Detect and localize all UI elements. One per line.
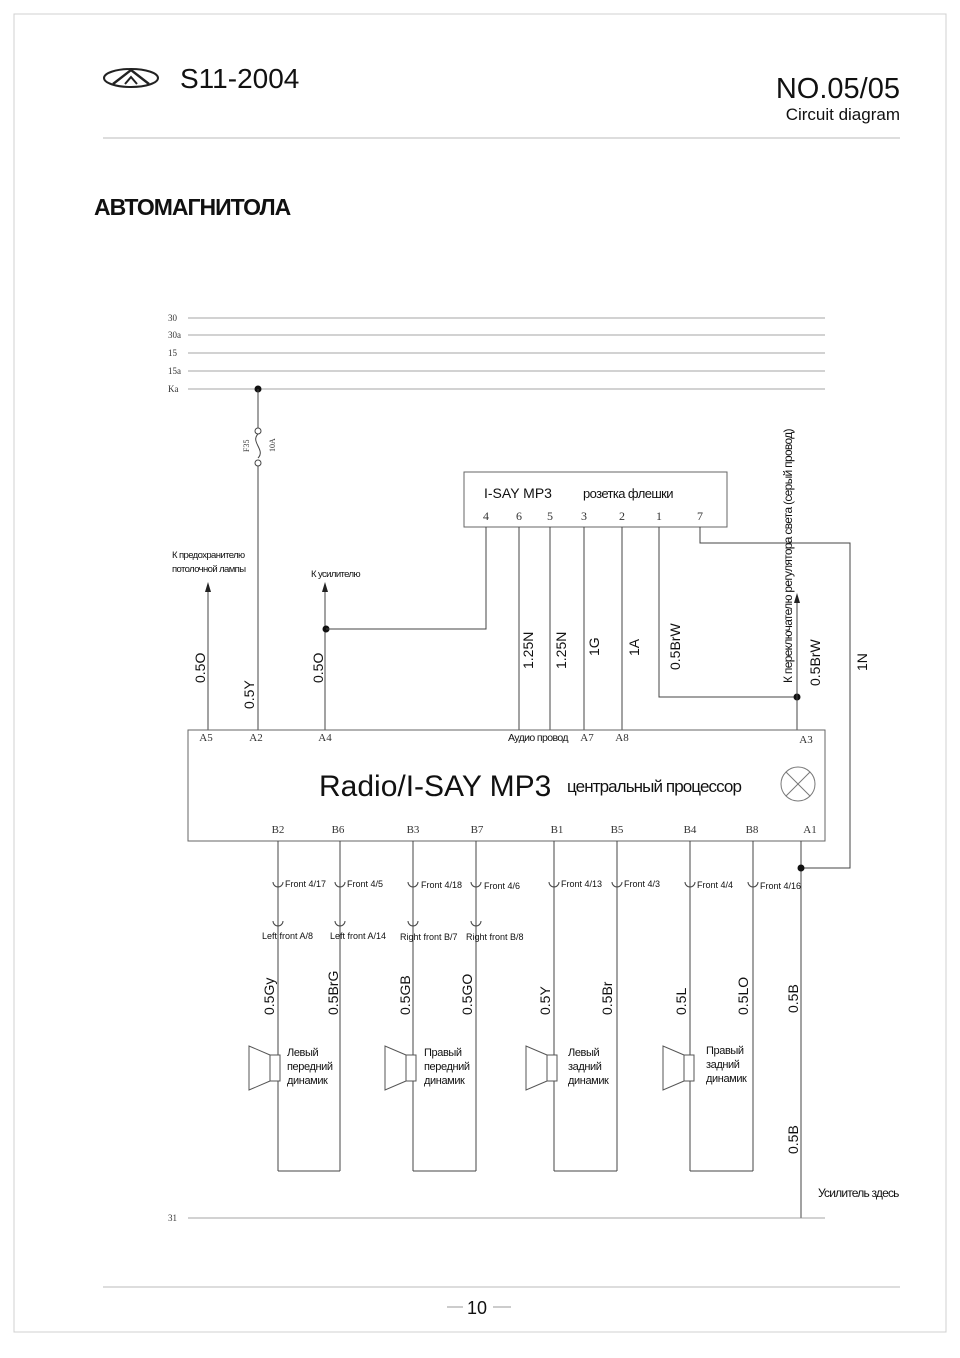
speaker-label: передний: [287, 1061, 333, 1073]
pin-a4: A4: [318, 732, 332, 744]
bus-lines: [168, 313, 825, 394]
connector-label: Front 4/16: [760, 881, 802, 891]
note-ceiling-fuse-1: К предохранителю: [172, 550, 245, 561]
pin-b1: B1: [550, 824, 564, 836]
connector-label: Left front A/8: [262, 931, 314, 941]
speaker-left-front: [249, 1046, 333, 1090]
fuse-name: F35: [242, 439, 251, 452]
pin-a1: A1: [803, 824, 817, 836]
wire-code: 0.5B: [785, 984, 801, 1013]
pin-b7: B7: [470, 824, 484, 836]
usb-pin-2: 2: [619, 509, 625, 523]
chery-logo-icon: [104, 69, 158, 87]
pin-a5: A5: [199, 732, 213, 744]
wire-code: 0.5BrW: [667, 623, 683, 670]
connector-label: Front 4/18: [421, 880, 463, 890]
connector-label: Front 4/17: [285, 879, 327, 889]
speaker-label: задний: [706, 1059, 740, 1071]
speaker-label: Левый: [568, 1047, 600, 1059]
sheet-number: NO.05/05: [775, 73, 900, 105]
usb-pin-1: 1: [656, 509, 662, 523]
speaker-right-front: [385, 1046, 470, 1090]
usb-pin-3: 3: [581, 509, 587, 523]
wire-code: 1.25N: [520, 631, 536, 669]
speaker-label: динамик: [706, 1073, 747, 1085]
page-title: АВТОМАГНИТОЛА: [94, 194, 291, 220]
usb-pin-4: 4: [483, 509, 489, 523]
bus-label-15a: 15a: [168, 366, 181, 376]
pin-a8: A8: [615, 732, 629, 744]
connector-label: Right front B/8: [466, 932, 524, 942]
usb-socket-label: розетка флешки: [583, 486, 673, 501]
note-light-switch: К переключателю регулятора света (серый провод): [781, 429, 795, 683]
arrow-up-icon: [205, 582, 211, 592]
connectors-row-1: [273, 879, 801, 891]
connector-label: Front 4/5: [347, 879, 384, 889]
connector-label: Right front B/7: [400, 932, 458, 942]
bus-label-30a: 30a: [168, 330, 181, 340]
speaker-icon: [249, 1046, 280, 1090]
wire-code: 0.5BrW: [807, 639, 823, 686]
audio-wire-label: Аудио провод: [508, 732, 568, 744]
pin-a3: A3: [799, 734, 813, 746]
usb-pin-5: 5: [547, 509, 553, 523]
fuse-rating: 10A: [268, 438, 277, 452]
pin-b3: B3: [406, 824, 420, 836]
connector-label: Front 4/6: [484, 881, 521, 891]
speaker-label: передний: [424, 1061, 470, 1073]
wire-code: 0.5GB: [397, 975, 413, 1015]
wire-code: 0.5BrG: [325, 970, 341, 1015]
wire-code: 0.5B: [785, 1125, 801, 1154]
wire-code: 1G: [586, 637, 602, 656]
pin-b5: B5: [610, 824, 624, 836]
upper-wire-codes: [192, 623, 870, 709]
speaker-label: задний: [568, 1061, 602, 1073]
pin-b6: B6: [331, 824, 345, 836]
fuse-f35: [242, 386, 277, 731]
speaker-label: Правый: [424, 1047, 462, 1059]
sheet-type: Circuit diagram: [785, 105, 900, 124]
wire-code: 0.5Y: [241, 680, 257, 709]
speaker-label: динамик: [287, 1075, 328, 1087]
wire-code: 0.5O: [192, 652, 208, 683]
lower-wires: [278, 841, 805, 1218]
connector-label: Front 4/4: [697, 880, 734, 890]
lamp-icon: [781, 767, 815, 801]
usb-pin-7: 7: [697, 509, 703, 523]
speaker-label: Правый: [706, 1045, 744, 1057]
note-amplifier-here: Усилитель здесь: [818, 1186, 899, 1200]
pin-b8: B8: [745, 824, 759, 836]
note-ceiling-fuse-2: потолочной лампы: [172, 564, 246, 575]
note-amplifier: К усилителю: [311, 569, 361, 580]
wire-code: 0.5L: [673, 987, 689, 1015]
page-number: 10: [466, 1298, 488, 1318]
wire-code: 0.5Br: [599, 981, 615, 1015]
usb-socket-model: I-SAY MP3: [484, 485, 552, 501]
wire-code: 1A: [626, 638, 642, 656]
pin-b2: B2: [271, 824, 285, 836]
speaker-label: динамик: [424, 1075, 465, 1087]
wire-code: 1.25N: [553, 631, 569, 669]
wire-code: 1N: [854, 653, 870, 671]
pin-a2: A2: [249, 732, 263, 744]
arrow-up-icon: [322, 582, 328, 592]
bus-label-15: 15: [168, 348, 177, 358]
speaker-icon: [385, 1046, 416, 1090]
speaker-left-rear: [526, 1046, 609, 1090]
wire-code: 0.5LO: [735, 976, 751, 1015]
connector-label: Front 4/13: [561, 879, 603, 889]
bus-label-ka: Ka: [168, 384, 179, 394]
pin-b4: B4: [683, 824, 697, 836]
wire-code: 0.5O: [310, 652, 326, 683]
connector-label: Front 4/3: [624, 879, 661, 889]
usb-pin-6: 6: [516, 509, 522, 523]
wire-code: 0.5GO: [459, 973, 475, 1015]
speaker-icon: [526, 1046, 557, 1090]
speaker-icon: [663, 1046, 694, 1090]
model-label: S11-2004: [180, 63, 300, 94]
wire-code: 0.5Gy: [261, 977, 277, 1015]
usb-socket: [464, 472, 727, 527]
connectors-row-2: [262, 921, 524, 942]
wire-code: 0.5Y: [537, 986, 553, 1015]
radio-unit-subtitle: центральный процессор: [567, 777, 742, 796]
pin-a7: A7: [580, 732, 594, 744]
speaker-label: Левый: [287, 1047, 319, 1059]
ground-line-label: 31: [168, 1213, 177, 1223]
connector-label: Left front A/14: [330, 931, 387, 941]
speaker-label: динамик: [568, 1075, 609, 1087]
radio-unit: [188, 730, 825, 841]
speaker-right-rear: [663, 1045, 747, 1090]
bus-label-30: 30: [168, 313, 177, 323]
radio-unit-title: Radio/I-SAY MP3: [319, 770, 552, 803]
